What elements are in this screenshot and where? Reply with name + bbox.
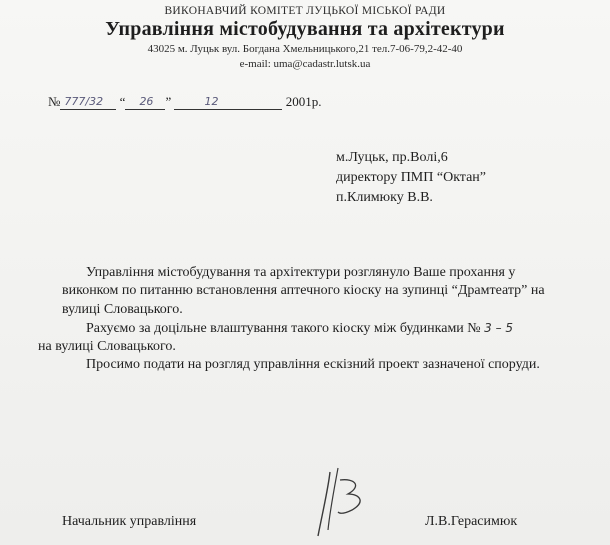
letter-body <box>38 264 562 375</box>
reference-line: № 777/32 “ 26 ” 12 2001р. <box>48 94 322 109</box>
paragraph-2-street: на вулиці Словацького. <box>38 339 176 355</box>
signatory-name: Л.В.Герасимюк <box>425 514 518 529</box>
recipient-position: директору ПМП “Октан” <box>336 170 487 185</box>
paragraph-3: Просимо подати на розгляд управління ескізний проект зазначеної споруди. <box>86 357 540 373</box>
signatory-position: Начальник управління <box>62 514 197 529</box>
house-numbers-handwritten: 3 – 5 <box>484 320 514 335</box>
month-field <box>174 95 282 110</box>
paragraph-2 <box>38 319 562 357</box>
month-handwritten: 12 <box>204 95 219 108</box>
paragraph-1: Управління містобудування та архітектури розглянуло Ваше прохання у виконком по питанню встановлення аптечного кіоску на зупинці “Драмтеатр” на вулиці Словацького. <box>62 265 545 317</box>
number-label: № <box>48 94 61 109</box>
recipient-name: п.Климюку В.В. <box>336 190 433 205</box>
handwritten-signature <box>300 460 380 540</box>
paragraph-2-text: Рахуємо за доцільне влаштування такого кіоску між будинками № <box>86 320 481 336</box>
recipient-address: м.Луцьк, пр.Волі,6 <box>336 150 448 165</box>
organization-email: e-mail: uma@cadastr.lutsk.ua <box>239 58 371 70</box>
organization-address: 43025 м. Луцьк вул. Богдана Хмельницького,21 тел.7-06-79,2-42-40 <box>147 43 463 55</box>
number-field <box>60 95 116 110</box>
recipient-block <box>336 148 486 208</box>
organization-title: Управління містобудування та архітектури <box>105 18 505 40</box>
committee-name: ВИКОНАВЧИЙ КОМІТЕТ ЛУЦЬКОЇ МІСЬКОЇ РАДИ <box>164 5 446 17</box>
reference-year: 2001р. <box>285 94 322 109</box>
number-handwritten: 777/32 <box>64 95 104 108</box>
day-handwritten: 26 <box>139 95 154 108</box>
day-field <box>125 95 165 110</box>
